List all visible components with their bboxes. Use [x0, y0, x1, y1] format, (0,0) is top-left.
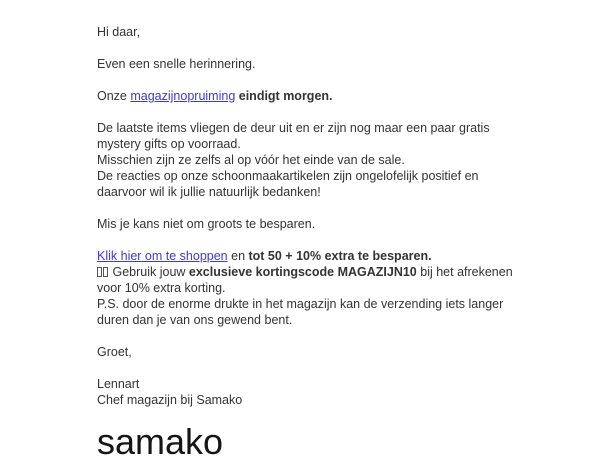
paragraph-reminder — [97, 56, 503, 72]
paragraph-signoff — [97, 344, 503, 360]
paragraph-stock-update — [97, 120, 503, 200]
missing-emoji-glyph — [103, 267, 108, 277]
sale-deadline-bold: eindigt morgen. — [235, 89, 333, 103]
sale-prefix-text: Onze — [97, 89, 131, 103]
paragraph-greeting — [97, 24, 503, 40]
stock-line-4: De reacties op onze schoonmaakartikelen zijn ongelofelijk positief en — [97, 169, 479, 183]
stock-line-2: mystery gifts op voorraad. — [97, 137, 241, 151]
cta-shop-line — [97, 248, 503, 264]
signature-role: Chef magazijn bij Samako — [97, 393, 243, 407]
cta-joiner-text: en — [227, 249, 249, 263]
code-suffix-text: bij het afrekenen — [416, 265, 513, 279]
shop-link[interactable]: Klik hier om te shoppen — [97, 249, 228, 263]
paragraph-sale-deadline — [97, 88, 503, 104]
sale-deadline-line — [97, 88, 503, 104]
signature-name: Lennart — [97, 377, 140, 391]
cta-intro-text: Mis je kans niet om groots te besparen. — [97, 217, 316, 231]
stock-line-1: De laatste items vliegen de deur uit en er zijn nog maar een paar gratis — [97, 121, 490, 135]
cta-code-wrap-line: voor 10% extra korting. — [97, 281, 226, 295]
cta-savings-bold: tot 50 + 10% extra te besparen. — [248, 249, 432, 263]
ps-line-2: duren dan je van ons gewend bent. — [97, 313, 293, 327]
paragraph-cta — [97, 248, 513, 328]
ps-line-1: P.S. door de enorme drukte in het magazijn kan de verzending iets langer — [97, 297, 504, 311]
email-body — [97, 0, 513, 462]
samako-logo[interactable]: samako — [97, 421, 224, 462]
signoff-text: Groet, — [97, 345, 132, 359]
paragraph-cta-intro — [97, 216, 503, 232]
magazijnopruiming-link[interactable]: magazijnopruiming — [130, 89, 236, 103]
cta-code-line — [97, 264, 513, 280]
missing-emoji-glyph — [97, 267, 102, 277]
greeting-text: Hi daar, — [97, 25, 141, 39]
reminder-text: Even een snelle herinnering. — [97, 57, 256, 71]
paragraph-signature — [97, 376, 503, 408]
discount-code-bold: exclusieve kortingscode MAGAZIJN10 — [188, 265, 417, 279]
stock-line-5: daarvoor wil ik jullie natuurlijk bedanken! — [97, 185, 321, 199]
stock-line-3: Misschien zijn ze zelfs al op vóór het einde van de sale. — [97, 153, 405, 167]
code-prefix-text: Gebruik jouw — [109, 265, 189, 279]
